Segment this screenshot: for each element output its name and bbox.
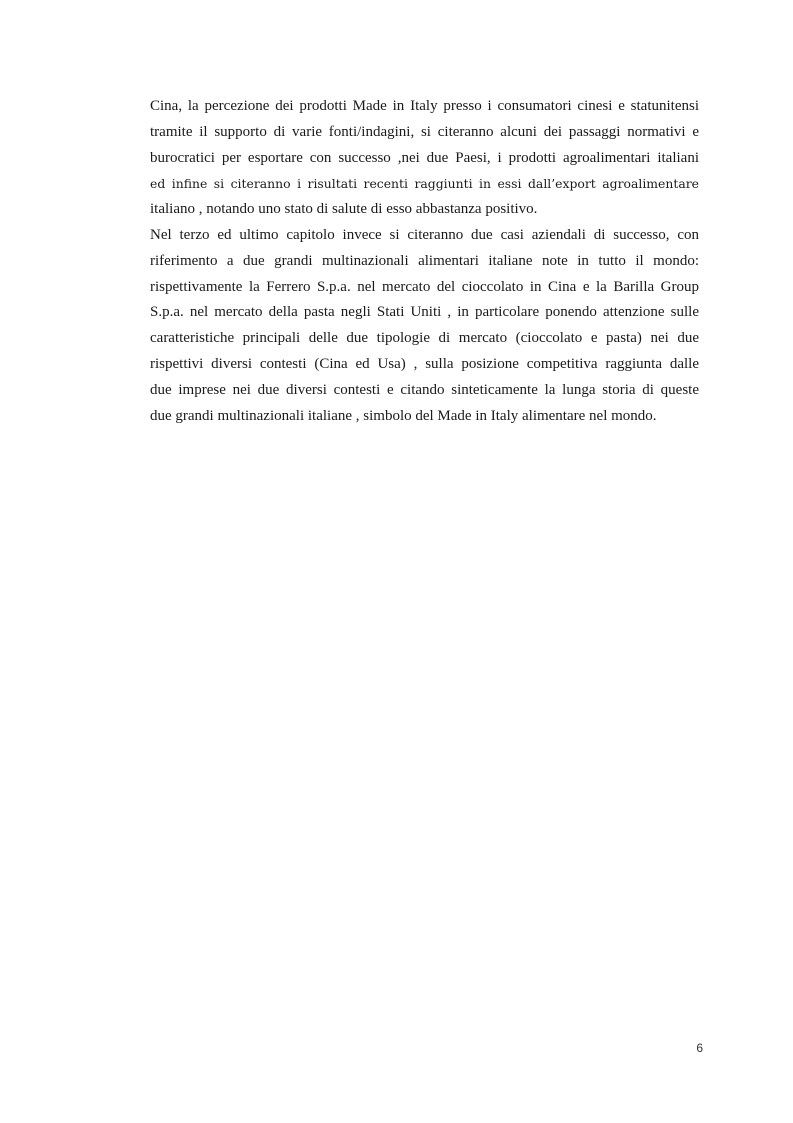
body-text	[150, 94, 699, 429]
paragraph-intro-continued	[150, 94, 699, 223]
page-number: 6	[696, 1041, 703, 1055]
text-line: S.p.a. nel mercato della pasta negli Stati Uniti , in particolare ponendo attenzione sulle	[150, 304, 699, 321]
text-line: Nel terzo ed ultimo capitolo invece si citeranno due casi aziendali di successo, con	[150, 226, 699, 243]
text-line: Cina, la percezione dei prodotti Made in Italy presso i consumatori cinesi e statunitensi	[150, 98, 699, 114]
text-line: italiano , notando uno stato di salute di esso abbastanza positivo.	[150, 201, 538, 218]
text-line: tramite il supporto di varie fonti/indagini, si citeranno alcuni dei passaggi normativi e	[150, 123, 699, 140]
text-line: burocratici per esportare con successo ,nei due Paesi, i prodotti agroalimentari italiani	[150, 149, 699, 166]
text-line: ed infine si citeranno i risultati recenti raggiunti in essi dall’export agroalimentare	[150, 176, 699, 192]
text-line: due grandi multinazionali italiane , simbolo del Made in Italy alimentare nel mondo.	[150, 407, 657, 424]
text-line: caratteristiche principali delle due tipologie di mercato (cioccolato e pasta) nei due	[150, 330, 699, 347]
text-line: rispettivamente la Ferrero S.p.a. nel mercato del cioccolato in Cina e la Barilla Group	[150, 278, 699, 295]
paragraph-third-chapter	[150, 223, 699, 429]
text-line: riferimento a due grandi multinazionali alimentari italiane note in tutto il mondo:	[150, 252, 699, 269]
text-line: due imprese nei due diversi contesti e citando sinteticamente la lunga storia di queste	[150, 381, 699, 398]
text-line: rispettivi diversi contesti (Cina ed Usa) , sulla posizione competitiva raggiunta dalle	[150, 355, 699, 372]
